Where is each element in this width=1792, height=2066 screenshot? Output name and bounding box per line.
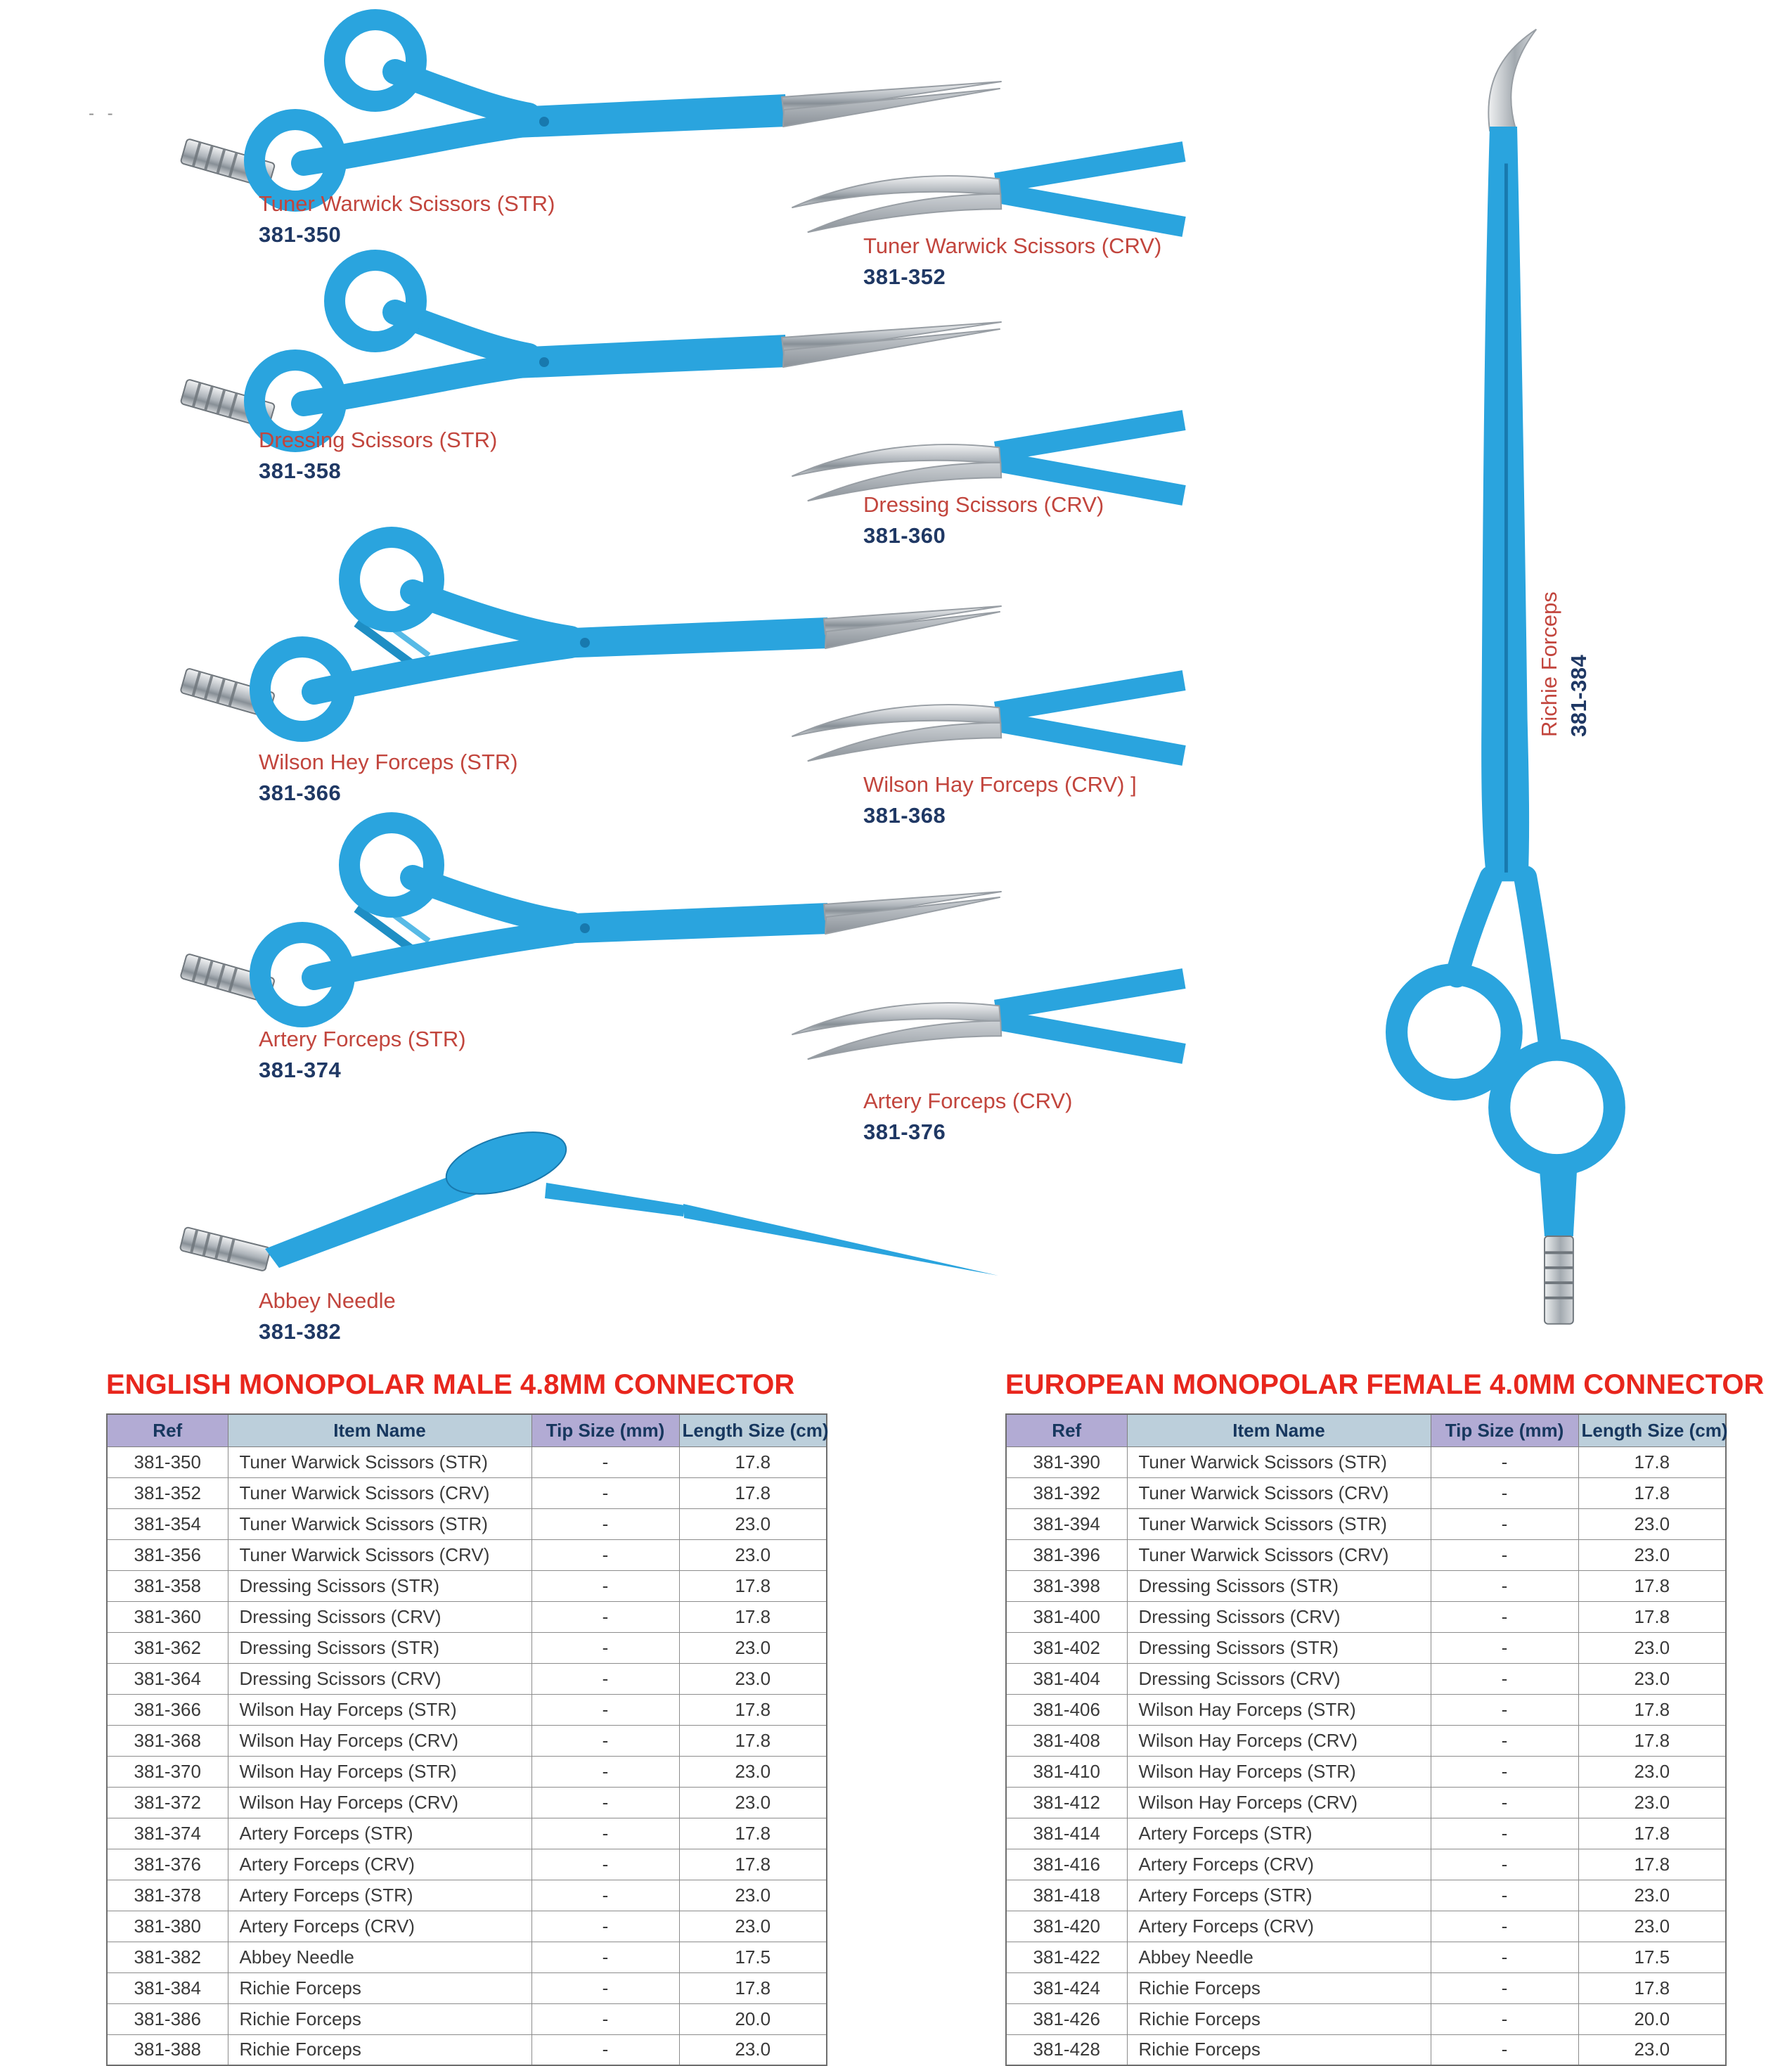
ref-cell: 381-386 [107, 2003, 228, 2034]
length-size-cell: 23.0 [1578, 1880, 1726, 1911]
product-name: Artery Forceps (STR) [259, 1027, 466, 1051]
ref-cell: 381-358 [107, 1570, 228, 1601]
ref-cell: 381-424 [1006, 1972, 1127, 2003]
item-name-cell: Wilson Hay Forceps (CRV) [228, 1725, 531, 1756]
item-name-cell: Dressing Scissors (CRV) [228, 1663, 531, 1694]
product-name: Artery Forceps (CRV) [863, 1089, 1073, 1113]
tip-size-cell: - [1431, 1663, 1578, 1694]
length-size-cell: 23.0 [1578, 2034, 1726, 2065]
table-row [107, 1694, 827, 1725]
tip-size-cell: - [1431, 2003, 1578, 2034]
length-size-cell: 17.8 [1578, 1849, 1726, 1880]
tip-size-cell: - [1431, 1725, 1578, 1756]
product-name: Dressing Scissors (CRV) [863, 492, 1104, 517]
tip-size-cell: - [531, 1725, 679, 1756]
length-size-cell: 17.5 [1578, 1942, 1726, 1972]
item-name-cell: Wilson Hay Forceps (STR) [228, 1756, 531, 1787]
product-name: Tuner Warwick Scissors (CRV) [863, 233, 1162, 258]
abbey-needle-image [191, 1124, 1007, 1285]
item-name-cell: Tuner Warwick Scissors (STR) [1127, 1446, 1431, 1477]
table-head [107, 1414, 827, 1446]
table-body [107, 1446, 827, 2065]
table-row [107, 1942, 827, 1972]
tip-size-cell: - [531, 1849, 679, 1880]
tip-size-cell: - [531, 1756, 679, 1787]
tip-size-cell: - [1431, 1818, 1578, 1849]
item-name-cell: Wilson Hay Forceps (CRV) [1127, 1787, 1431, 1818]
item-name-cell: Dressing Scissors (CRV) [228, 1601, 531, 1632]
table-row [1006, 1880, 1726, 1911]
length-size-cell: 17.8 [679, 1849, 827, 1880]
product-label-richie-forceps [1537, 540, 1592, 737]
length-size-cell: 20.0 [1578, 2003, 1726, 2034]
length-size-cell: 17.8 [679, 1725, 827, 1756]
length-size-cell: 17.8 [1578, 1725, 1726, 1756]
col-header-item-name: Item Name [228, 1414, 531, 1446]
ref-cell: 381-390 [1006, 1446, 1127, 1477]
ref-cell: 381-412 [1006, 1787, 1127, 1818]
ref-cell: 381-428 [1006, 2034, 1127, 2065]
ref-cell: 381-366 [107, 1694, 228, 1725]
item-name-cell: Tuner Warwick Scissors (STR) [228, 1446, 531, 1477]
item-name-cell: Wilson Hay Forceps (STR) [228, 1694, 531, 1725]
product-label-tuner-warwick-crv [863, 233, 1161, 290]
length-size-cell: 23.0 [679, 2034, 827, 2065]
ref-cell: 381-392 [1006, 1477, 1127, 1508]
ref-cell: 381-400 [1006, 1601, 1127, 1632]
item-name-cell: Tuner Warwick Scissors (CRV) [228, 1477, 531, 1508]
table-row [1006, 1601, 1726, 1632]
product-name: Wilson Hay Forceps (CRV) ] [863, 772, 1137, 797]
ref-cell: 381-364 [107, 1663, 228, 1694]
table-head [1006, 1414, 1726, 1446]
product-name: Wilson Hey Forceps (STR) [259, 750, 518, 774]
ref-cell: 381-394 [1006, 1508, 1127, 1539]
ref-cell: 381-380 [107, 1911, 228, 1942]
tip-size-cell: - [531, 1601, 679, 1632]
length-size-cell: 17.8 [1578, 1694, 1726, 1725]
table-row [1006, 1756, 1726, 1787]
length-size-cell: 17.5 [679, 1942, 827, 1972]
table-row [1006, 1446, 1726, 1477]
length-size-cell: 23.0 [1578, 1508, 1726, 1539]
product-ref: 381-366 [259, 781, 342, 805]
tip-size-cell: - [531, 2034, 679, 2065]
product-name: Dressing Scissors (STR) [259, 428, 498, 452]
item-name-cell: Wilson Hay Forceps (CRV) [1127, 1725, 1431, 1756]
item-name-cell: Dressing Scissors (CRV) [1127, 1663, 1431, 1694]
tip-size-cell: - [1431, 1539, 1578, 1570]
table-row [107, 1508, 827, 1539]
richie-forceps-image [1377, 20, 1658, 1342]
tip-size-cell: - [531, 1632, 679, 1663]
length-size-cell: 17.8 [1578, 1570, 1726, 1601]
length-size-cell: 23.0 [1578, 1632, 1726, 1663]
table-row [107, 1787, 827, 1818]
col-header-tip-size: Tip Size (mm) [531, 1414, 679, 1446]
ref-cell: 381-368 [107, 1725, 228, 1756]
header-row [107, 1414, 827, 1446]
tip-size-cell: - [531, 1446, 679, 1477]
tip-size-cell: - [531, 1477, 679, 1508]
table-row [107, 1663, 827, 1694]
item-name-cell: Artery Forceps (CRV) [1127, 1911, 1431, 1942]
product-ref: 381-376 [863, 1119, 946, 1144]
artery-forceps-crv-image [756, 965, 1181, 1067]
col-header-tip-size: Tip Size (mm) [1431, 1414, 1578, 1446]
product-label-artery-crv [863, 1089, 1072, 1145]
product-name: Richie Forceps [1537, 591, 1561, 737]
table-row [107, 1725, 827, 1756]
product-ref: 381-358 [259, 458, 342, 483]
ref-cell: 381-398 [1006, 1570, 1127, 1601]
item-name-cell: Richie Forceps [1127, 2003, 1431, 2034]
table-row [1006, 1972, 1726, 2003]
ref-cell: 381-406 [1006, 1694, 1127, 1725]
ref-cell: 381-350 [107, 1446, 228, 1477]
length-size-cell: 17.8 [1578, 1972, 1726, 2003]
tip-size-cell: - [531, 1911, 679, 1942]
col-header-ref: Ref [107, 1414, 228, 1446]
tuner-warwick-scissors-crv-image [756, 138, 1181, 240]
item-name-cell: Richie Forceps [228, 2034, 531, 2065]
col-header-ref: Ref [1006, 1414, 1127, 1446]
length-size-cell: 17.8 [1578, 1477, 1726, 1508]
item-name-cell: Artery Forceps (STR) [1127, 1818, 1431, 1849]
length-size-cell: 23.0 [679, 1880, 827, 1911]
european-connector-table [1005, 1413, 1727, 2066]
table-row [1006, 1787, 1726, 1818]
length-size-cell: 23.0 [1578, 1539, 1726, 1570]
ref-cell: 381-396 [1006, 1539, 1127, 1570]
product-label-wilson-hay-crv [863, 772, 1137, 828]
product-label-dressing-str [259, 428, 497, 484]
ref-cell: 381-374 [107, 1818, 228, 1849]
ref-cell: 381-356 [107, 1539, 228, 1570]
table-row [107, 1446, 827, 1477]
tip-size-cell: - [1431, 1694, 1578, 1725]
length-size-cell: 23.0 [1578, 1911, 1726, 1942]
product-ref: 381-352 [863, 264, 946, 289]
tip-size-cell: - [1431, 1601, 1578, 1632]
length-size-cell: 23.0 [679, 1663, 827, 1694]
table-row [1006, 1508, 1726, 1539]
length-size-cell: 23.0 [679, 1539, 827, 1570]
item-name-cell: Wilson Hay Forceps (STR) [1127, 1756, 1431, 1787]
length-size-cell: 17.8 [679, 1446, 827, 1477]
european-connector-title: EUROPEAN MONOPOLAR FEMALE 4.0MM CONNECTOR [1005, 1369, 1765, 1400]
ref-cell: 381-404 [1006, 1663, 1127, 1694]
table-row [1006, 2034, 1726, 2065]
product-name: Tuner Warwick Scissors (STR) [259, 191, 555, 216]
table-row [1006, 1725, 1726, 1756]
ref-cell: 381-362 [107, 1632, 228, 1663]
length-size-cell: 23.0 [1578, 1663, 1726, 1694]
table-row [107, 1972, 827, 2003]
tip-size-cell: - [1431, 1880, 1578, 1911]
ref-cell: 381-354 [107, 1508, 228, 1539]
ref-cell: 381-416 [1006, 1849, 1127, 1880]
col-header-item-name: Item Name [1127, 1414, 1431, 1446]
ref-cell: 381-370 [107, 1756, 228, 1787]
table-row [107, 1539, 827, 1570]
european-connector-section [1005, 1368, 1765, 2066]
table-row [1006, 2003, 1726, 2034]
product-ref: 381-360 [863, 523, 946, 548]
item-name-cell: Richie Forceps [228, 1972, 531, 2003]
product-label-abbey-needle [259, 1288, 396, 1345]
item-name-cell: Artery Forceps (CRV) [228, 1849, 531, 1880]
tip-size-cell: - [531, 1818, 679, 1849]
table-row [107, 1570, 827, 1601]
product-ref: 381-382 [259, 1319, 342, 1344]
table-row [1006, 1477, 1726, 1508]
ref-cell: 381-422 [1006, 1942, 1127, 1972]
tip-size-cell: - [531, 1942, 679, 1972]
table-row [107, 1849, 827, 1880]
product-label-artery-str [259, 1027, 466, 1083]
table-row [107, 1601, 827, 1632]
length-size-cell: 23.0 [679, 1787, 827, 1818]
wilson-hay-forceps-crv-image [756, 667, 1181, 769]
table-row [107, 1911, 827, 1942]
tip-size-cell: - [1431, 1632, 1578, 1663]
product-label-wilson-hey-str [259, 750, 518, 806]
length-size-cell: 17.8 [679, 1570, 827, 1601]
product-ref: 381-384 [1566, 654, 1591, 737]
length-size-cell: 17.8 [679, 1818, 827, 1849]
tip-size-cell: - [531, 1570, 679, 1601]
ref-cell: 381-426 [1006, 2003, 1127, 2034]
length-size-cell: 23.0 [1578, 1787, 1726, 1818]
item-name-cell: Tuner Warwick Scissors (STR) [1127, 1508, 1431, 1539]
item-name-cell: Tuner Warwick Scissors (CRV) [1127, 1477, 1431, 1508]
tip-size-cell: - [531, 1787, 679, 1818]
length-size-cell: 23.0 [679, 1911, 827, 1942]
table-body [1006, 1446, 1726, 2065]
tip-size-cell: - [531, 1663, 679, 1694]
english-connector-section [106, 1368, 829, 2066]
tip-size-cell: - [1431, 1787, 1578, 1818]
tip-size-cell: - [531, 2003, 679, 2034]
ref-cell: 381-372 [107, 1787, 228, 1818]
product-ref: 381-350 [259, 222, 342, 247]
item-name-cell: Artery Forceps (CRV) [1127, 1849, 1431, 1880]
length-size-cell: 17.8 [1578, 1818, 1726, 1849]
ref-cell: 381-352 [107, 1477, 228, 1508]
item-name-cell: Richie Forceps [1127, 2034, 1431, 2065]
ref-cell: 381-420 [1006, 1911, 1127, 1942]
col-header-length-size: Length Size (cm) [1578, 1414, 1726, 1446]
item-name-cell: Dressing Scissors (STR) [228, 1570, 531, 1601]
product-name: Abbey Needle [259, 1288, 396, 1313]
table-row [107, 1477, 827, 1508]
table-row [1006, 1539, 1726, 1570]
english-connector-title: ENGLISH MONOPOLAR MALE 4.8MM CONNECTOR [106, 1369, 795, 1400]
item-name-cell: Wilson Hay Forceps (CRV) [228, 1787, 531, 1818]
ref-cell: 381-418 [1006, 1880, 1127, 1911]
length-size-cell: 23.0 [679, 1508, 827, 1539]
product-label-tuner-warwick-str [259, 191, 555, 248]
tip-size-cell: - [531, 1972, 679, 2003]
table-row [1006, 1663, 1726, 1694]
table-row [1006, 1849, 1726, 1880]
item-name-cell: Richie Forceps [1127, 1972, 1431, 2003]
tip-size-cell: - [1431, 1477, 1578, 1508]
tip-size-cell: - [1431, 1446, 1578, 1477]
length-size-cell: 17.8 [679, 1972, 827, 2003]
tip-size-cell: - [531, 1539, 679, 1570]
length-size-cell: 17.8 [679, 1694, 827, 1725]
ref-cell: 381-402 [1006, 1632, 1127, 1663]
product-ref: 381-374 [259, 1058, 342, 1082]
table-row [1006, 1632, 1726, 1663]
item-name-cell: Abbey Needle [1127, 1942, 1431, 1972]
item-name-cell: Tuner Warwick Scissors (STR) [228, 1508, 531, 1539]
tip-size-cell: - [531, 1880, 679, 1911]
ref-cell: 381-382 [107, 1942, 228, 1972]
length-size-cell: 17.8 [679, 1477, 827, 1508]
ref-cell: 381-378 [107, 1880, 228, 1911]
item-name-cell: Dressing Scissors (STR) [228, 1632, 531, 1663]
table-row [107, 2003, 827, 2034]
length-size-cell: 23.0 [679, 1632, 827, 1663]
table-row [107, 1756, 827, 1787]
length-size-cell: 17.8 [1578, 1601, 1726, 1632]
item-name-cell: Dressing Scissors (CRV) [1127, 1601, 1431, 1632]
product-label-dressing-crv [863, 492, 1104, 548]
table-row [1006, 1570, 1726, 1601]
ref-cell: 381-384 [107, 1972, 228, 2003]
tip-size-cell: - [1431, 1570, 1578, 1601]
col-header-length-size: Length Size (cm) [679, 1414, 827, 1446]
product-ref: 381-368 [863, 803, 946, 828]
ref-cell: 381-414 [1006, 1818, 1127, 1849]
item-name-cell: Richie Forceps [228, 2003, 531, 2034]
tip-size-cell: - [531, 1508, 679, 1539]
tip-size-cell: - [1431, 1911, 1578, 1942]
length-size-cell: 23.0 [1578, 1756, 1726, 1787]
length-size-cell: 20.0 [679, 2003, 827, 2034]
tip-size-cell: - [1431, 2034, 1578, 2065]
table-row [1006, 1694, 1726, 1725]
ref-cell: 381-388 [107, 2034, 228, 2065]
tip-size-cell: - [1431, 1942, 1578, 1972]
table-row [107, 1818, 827, 1849]
header-row [1006, 1414, 1726, 1446]
tip-size-cell: - [531, 1694, 679, 1725]
length-size-cell: 23.0 [679, 1756, 827, 1787]
item-name-cell: Wilson Hay Forceps (STR) [1127, 1694, 1431, 1725]
tip-size-cell: - [1431, 1508, 1578, 1539]
table-row [107, 1632, 827, 1663]
item-name-cell: Abbey Needle [228, 1942, 531, 1972]
item-name-cell: Tuner Warwick Scissors (CRV) [1127, 1539, 1431, 1570]
item-name-cell: Artery Forceps (CRV) [228, 1911, 531, 1942]
table-row [1006, 1818, 1726, 1849]
tip-size-cell: - [1431, 1756, 1578, 1787]
item-name-cell: Dressing Scissors (STR) [1127, 1632, 1431, 1663]
stray-marks: - - [89, 104, 117, 123]
table-row [1006, 1942, 1726, 1972]
item-name-cell: Artery Forceps (STR) [1127, 1880, 1431, 1911]
item-name-cell: Tuner Warwick Scissors (CRV) [228, 1539, 531, 1570]
item-name-cell: Dressing Scissors (STR) [1127, 1570, 1431, 1601]
english-connector-table [106, 1413, 827, 2066]
tip-size-cell: - [1431, 1972, 1578, 2003]
table-row [107, 2034, 827, 2065]
table-row [107, 1880, 827, 1911]
length-size-cell: 17.8 [1578, 1446, 1726, 1477]
ref-cell: 381-410 [1006, 1756, 1127, 1787]
ref-cell: 381-376 [107, 1849, 228, 1880]
item-name-cell: Artery Forceps (STR) [228, 1880, 531, 1911]
ref-cell: 381-360 [107, 1601, 228, 1632]
length-size-cell: 17.8 [679, 1601, 827, 1632]
tip-size-cell: - [1431, 1849, 1578, 1880]
item-name-cell: Artery Forceps (STR) [228, 1818, 531, 1849]
table-row [1006, 1911, 1726, 1942]
ref-cell: 381-408 [1006, 1725, 1127, 1756]
